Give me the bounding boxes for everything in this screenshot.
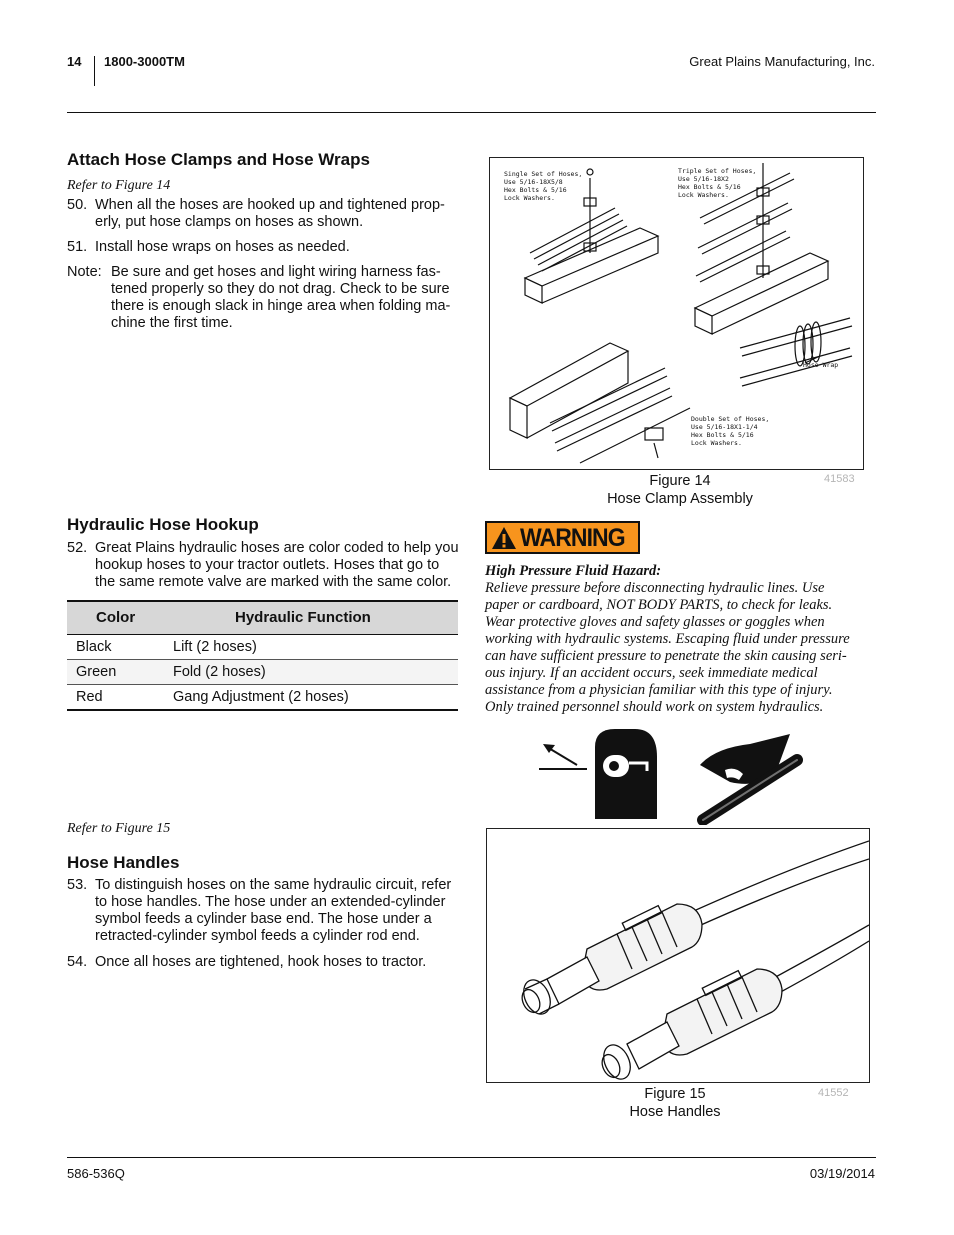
figure-15-number: 41552 <box>818 1087 849 1099</box>
warning-triangle-icon <box>491 526 517 550</box>
label-triple-set: Lock Washers. <box>678 191 729 199</box>
note-label: Note: <box>67 264 102 280</box>
label-double-set: Use 5/16-18X1-1/4 <box>691 423 758 431</box>
hand-injection-pictogram <box>695 730 805 825</box>
table-header-row <box>67 602 458 635</box>
figure-14-title: Figure 14 <box>649 473 711 489</box>
table-row <box>67 685 458 711</box>
table-row <box>67 660 458 685</box>
step-text-line: Once all hoses are tightened, hook hoses to tractor. <box>95 954 427 970</box>
table-cell-function: Fold (2 hoses) <box>173 664 266 680</box>
section-title-hose-clamps: Attach Hose Clamps and Hose Wraps <box>67 150 370 169</box>
note-text-line: chine the first time. <box>111 315 233 331</box>
label-triple-set: Hex Bolts & 5/16 <box>678 183 741 191</box>
step-text-line: Install hose wraps on hoses as needed. <box>95 239 350 255</box>
label-single-set: Hex Bolts & 5/16 <box>504 186 567 194</box>
table-cell-color: Black <box>76 639 112 655</box>
step-text-line: Great Plains hydraulic hoses are color coded to help you <box>95 540 459 556</box>
label-single-set: Use 5/16-18X5/8 <box>504 178 563 186</box>
note-text-line: Be sure and get hoses and light wiring harness fas- <box>111 264 441 280</box>
table-cell-color: Green <box>76 664 117 680</box>
eye-protection-pictogram <box>535 727 660 822</box>
figure-15-title: Figure 15 <box>644 1086 706 1102</box>
figure-14-reference: Refer to Figure 14 <box>67 178 171 193</box>
step-text-line: symbol feeds a cylinder base end. The hose under a <box>95 911 432 927</box>
header-rule <box>67 112 876 113</box>
warning-line: Relieve pressure before disconnecting hydraulic lines. Use <box>485 580 825 596</box>
figure-15-reference: Refer to Figure 15 <box>67 821 171 836</box>
step-number: 53. <box>67 877 88 893</box>
page-number: 14 <box>67 54 82 69</box>
table-row <box>67 635 458 660</box>
note-text-line: there is enough slack in hinge area when folding ma- <box>111 298 451 314</box>
step-text-line: retracted-cylinder symbol feeds a cylinder rod end. <box>95 928 420 944</box>
company-name: Great Plains Manufacturing, Inc. <box>689 54 875 69</box>
step-number: 54. <box>67 954 88 970</box>
step-number: 50. <box>67 197 88 213</box>
warning-line: assistance from a physician familiar with this type of injury. <box>485 682 833 698</box>
hose-color-table <box>67 600 458 711</box>
note-text-line: tened properly so they do not drag. Check to be sure <box>111 281 450 297</box>
table-header-color: Color <box>96 609 136 626</box>
footer-date: 03/19/2014 <box>809 1166 875 1181</box>
header-divider <box>94 56 95 86</box>
figure-15-subtitle: Hose Handles <box>629 1104 721 1120</box>
label-triple-set: Use 5/16-18X2 <box>678 175 729 183</box>
table-cell-function: Gang Adjustment (2 hoses) <box>173 689 349 705</box>
table-header-function: Hydraulic Function <box>235 609 371 626</box>
hose-clamp-assembly-drawing <box>490 158 863 469</box>
hose-handles-drawing <box>487 829 869 1082</box>
step-number: 52. <box>67 540 88 556</box>
label-double-set: Lock Washers. <box>691 439 742 447</box>
warning-line: Only trained personnel should work on system hydraulics. <box>485 699 824 715</box>
warning-line: working with hydraulic systems. Escaping fluid under pressure <box>485 631 850 647</box>
step-text-line: hookup hoses to your tractor outlets. Hoses that go to <box>95 557 440 573</box>
figure-14-frame <box>489 157 864 470</box>
table-cell-color: Red <box>76 689 103 705</box>
warning-badge <box>485 521 640 554</box>
label-double-set: Hex Bolts & 5/16 <box>691 431 754 439</box>
label-triple-set: Triple Set of Hoses, <box>678 167 757 175</box>
figure-15-frame <box>486 828 870 1083</box>
label-single-set: Single Set of Hoses, <box>504 170 583 178</box>
figure-15-caption <box>555 1085 795 1121</box>
warning-line: Wear protective gloves and safety glasses or goggles when <box>485 614 825 630</box>
table-cell-function: Lift (2 hoses) <box>173 639 257 655</box>
label-hose-wrap: Hose Wrap <box>803 361 839 369</box>
step-text-line: erly, put hose clamps on hoses as shown. <box>95 214 364 230</box>
label-double-set: Double Set of Hoses, <box>691 415 770 423</box>
warning-line: can have sufficient pressure to penetrate the skin causing seri- <box>485 648 847 664</box>
warning-line: ous injury. If an accident occurs, seek immediate medical <box>485 665 818 681</box>
step-text-line: to hose handles. The hose under an extended-cylinder <box>95 894 446 910</box>
footer-rule <box>67 1157 876 1158</box>
warning-line: paper or cardboard, NOT BODY PARTS, to check for leaks. <box>485 597 833 613</box>
figure-14-caption <box>560 472 800 508</box>
step-text-line: the same remote valve are marked with the same color. <box>95 574 452 590</box>
step-text-line: When all the hoses are hooked up and tightened prop- <box>95 197 445 213</box>
warning-title: High Pressure Fluid Hazard: <box>485 563 662 579</box>
step-text-line: To distinguish hoses on the same hydraulic circuit, refer <box>95 877 452 893</box>
doc-id: 1800-3000TM <box>104 54 185 69</box>
step-number: 51. <box>67 239 88 255</box>
warning-body <box>485 580 880 716</box>
footer-doc-number: 586-536Q <box>67 1166 125 1181</box>
figure-14-subtitle: Hose Clamp Assembly <box>607 491 753 507</box>
section-title-hydraulic-hookup: Hydraulic Hose Hookup <box>67 515 259 534</box>
label-single-set: Lock Washers. <box>504 194 555 202</box>
warning-label: WARNING <box>520 524 625 552</box>
section-title-hose-handles: Hose Handles <box>67 853 180 872</box>
figure-14-number: 41583 <box>824 473 855 485</box>
